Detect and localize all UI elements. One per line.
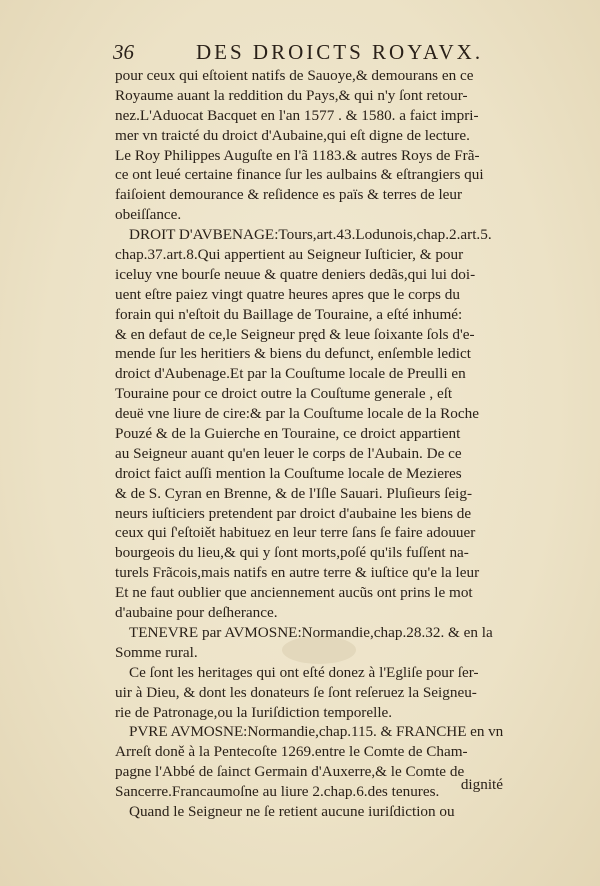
text-line: Sancerre.Francaumoſne au liure 2.chap.6.des tenures. <box>115 783 440 801</box>
text-line: droict faict auſſi mention la Couſtume locale de Mezieres <box>115 464 462 482</box>
text-line: DROIT D'AVBENAGE:Tours,art.43.Lodunois,chap.2.art.5. <box>129 226 492 244</box>
text-line: mer vn traicté du droict d'Aubaine,qui eſt digne de lecture. <box>115 126 470 144</box>
text-line: pour ceux qui eſtoient natifs de Sauoye,& demourans en ce <box>115 67 474 84</box>
text-line: iceluy vne bourſe neuue & quatre deniers dedãs,qui lui doi- <box>115 265 476 283</box>
text-line: deuë vne liure de cire:& par la Couſtume locale de la Roche <box>115 405 479 423</box>
text-line: pagne l'Abbé de ſainct Germain d'Auxerre,& le Comte de <box>115 763 465 781</box>
text-line: droict d'Aubenage.Et par la Couſtume locale de Preulli en <box>115 365 466 383</box>
text-line: Quand le Seigneur ne ſe retient aucune iuriſdiction ou <box>129 802 455 820</box>
text-line: uir à Dieu, & dont les donateurs ſe ſont reſeruez la Seigneu- <box>115 683 477 701</box>
text-line: TENEVRE par AVMOSNE:Normandie,chap.28.32. & en la <box>129 623 493 641</box>
text-line: au Seigneur auant qu'en leuer le corps de l'Aubain. De ce <box>115 444 462 462</box>
text-line: forain qui n'eſtoit du Baillage de Touraine, a eſté inhumé: <box>115 305 463 323</box>
text-line: chap.37.art.8.Qui appertient au Seigneur Iuſticier, & pour <box>115 246 464 264</box>
text-line: Arreſt doně à la Pentecoſte 1269.entre le Comte de Cham- <box>115 743 468 761</box>
text-line: Royaume auant la reddition du Pays,& qui n'y ſont retour- <box>115 86 468 104</box>
page-number: 36 <box>113 40 134 64</box>
text-line: Le Roy Philippes Auguſte en l'ã 1183.& autres Roys de Frã- <box>115 146 480 164</box>
text-line: mende ſur les heritiers & biens du defunct, enſemble ledict <box>115 345 471 363</box>
text-line: Somme rural. <box>115 643 198 661</box>
text-line: Pouzé & de la Guierche en Touraine, ce droict appartient <box>115 425 461 443</box>
running-head: DES DROICTS ROYAVX. <box>196 40 484 64</box>
text-line: PVRE AVMOSNE:Normandie,chap.115. & FRANCHE en vn <box>129 723 504 741</box>
text-line: ceux qui ſ'eſtoiět habituez en leur terre ſans ſe faire adouuer <box>115 524 476 542</box>
text-line: Ce ſont les heritages qui ont eſté donez à l'Egliſe pour ſer- <box>129 663 479 681</box>
text-line: obeiſſance. <box>115 206 182 224</box>
text-line: nez.L'Aduocat Bacquet en l'an 1577 . & 1580. a faict impri- <box>115 106 479 124</box>
text-line: rie de Patronage,ou la Iuriſdiction temporelle. <box>115 703 393 721</box>
text-line: neurs iuſticiers pretendent par droict d'aubaine les biens de <box>115 504 472 522</box>
text-line: faiſoient demourance & reſidence es païs & terres de leur <box>115 186 463 204</box>
text-line: Et ne faut oublier que anciennement aucũs ont prins le mot <box>115 584 473 602</box>
body-text <box>115 66 503 822</box>
text-line: ce ont leué certaine finance ſur les aulbains & eſtrangiers qui <box>115 166 484 184</box>
catchword: dignité <box>460 776 503 793</box>
text-line: Touraine pour ce droict outre la Couſtume generale , eſt <box>115 385 453 403</box>
text-line: bourgeois du lieu,& qui y ſont morts,poſé qu'ils fuſſent na- <box>115 544 469 562</box>
text-line: uent eſtre paiez vingt quatre heures apres que le corps du <box>115 285 460 303</box>
text-line: & de S. Cyran en Brenne, & de l'Iſle Sauari. Pluſieurs ſeig- <box>115 484 473 502</box>
text-line: turels Frãcois,mais natifs en autre terre & iuſtice qu'e la leur <box>115 564 480 582</box>
text-line: & en defaut de ce,le Seigneur pręd & leue ſoixante ſols d'e- <box>115 325 475 343</box>
text-line: d'aubaine pour deſherance. <box>115 604 278 622</box>
